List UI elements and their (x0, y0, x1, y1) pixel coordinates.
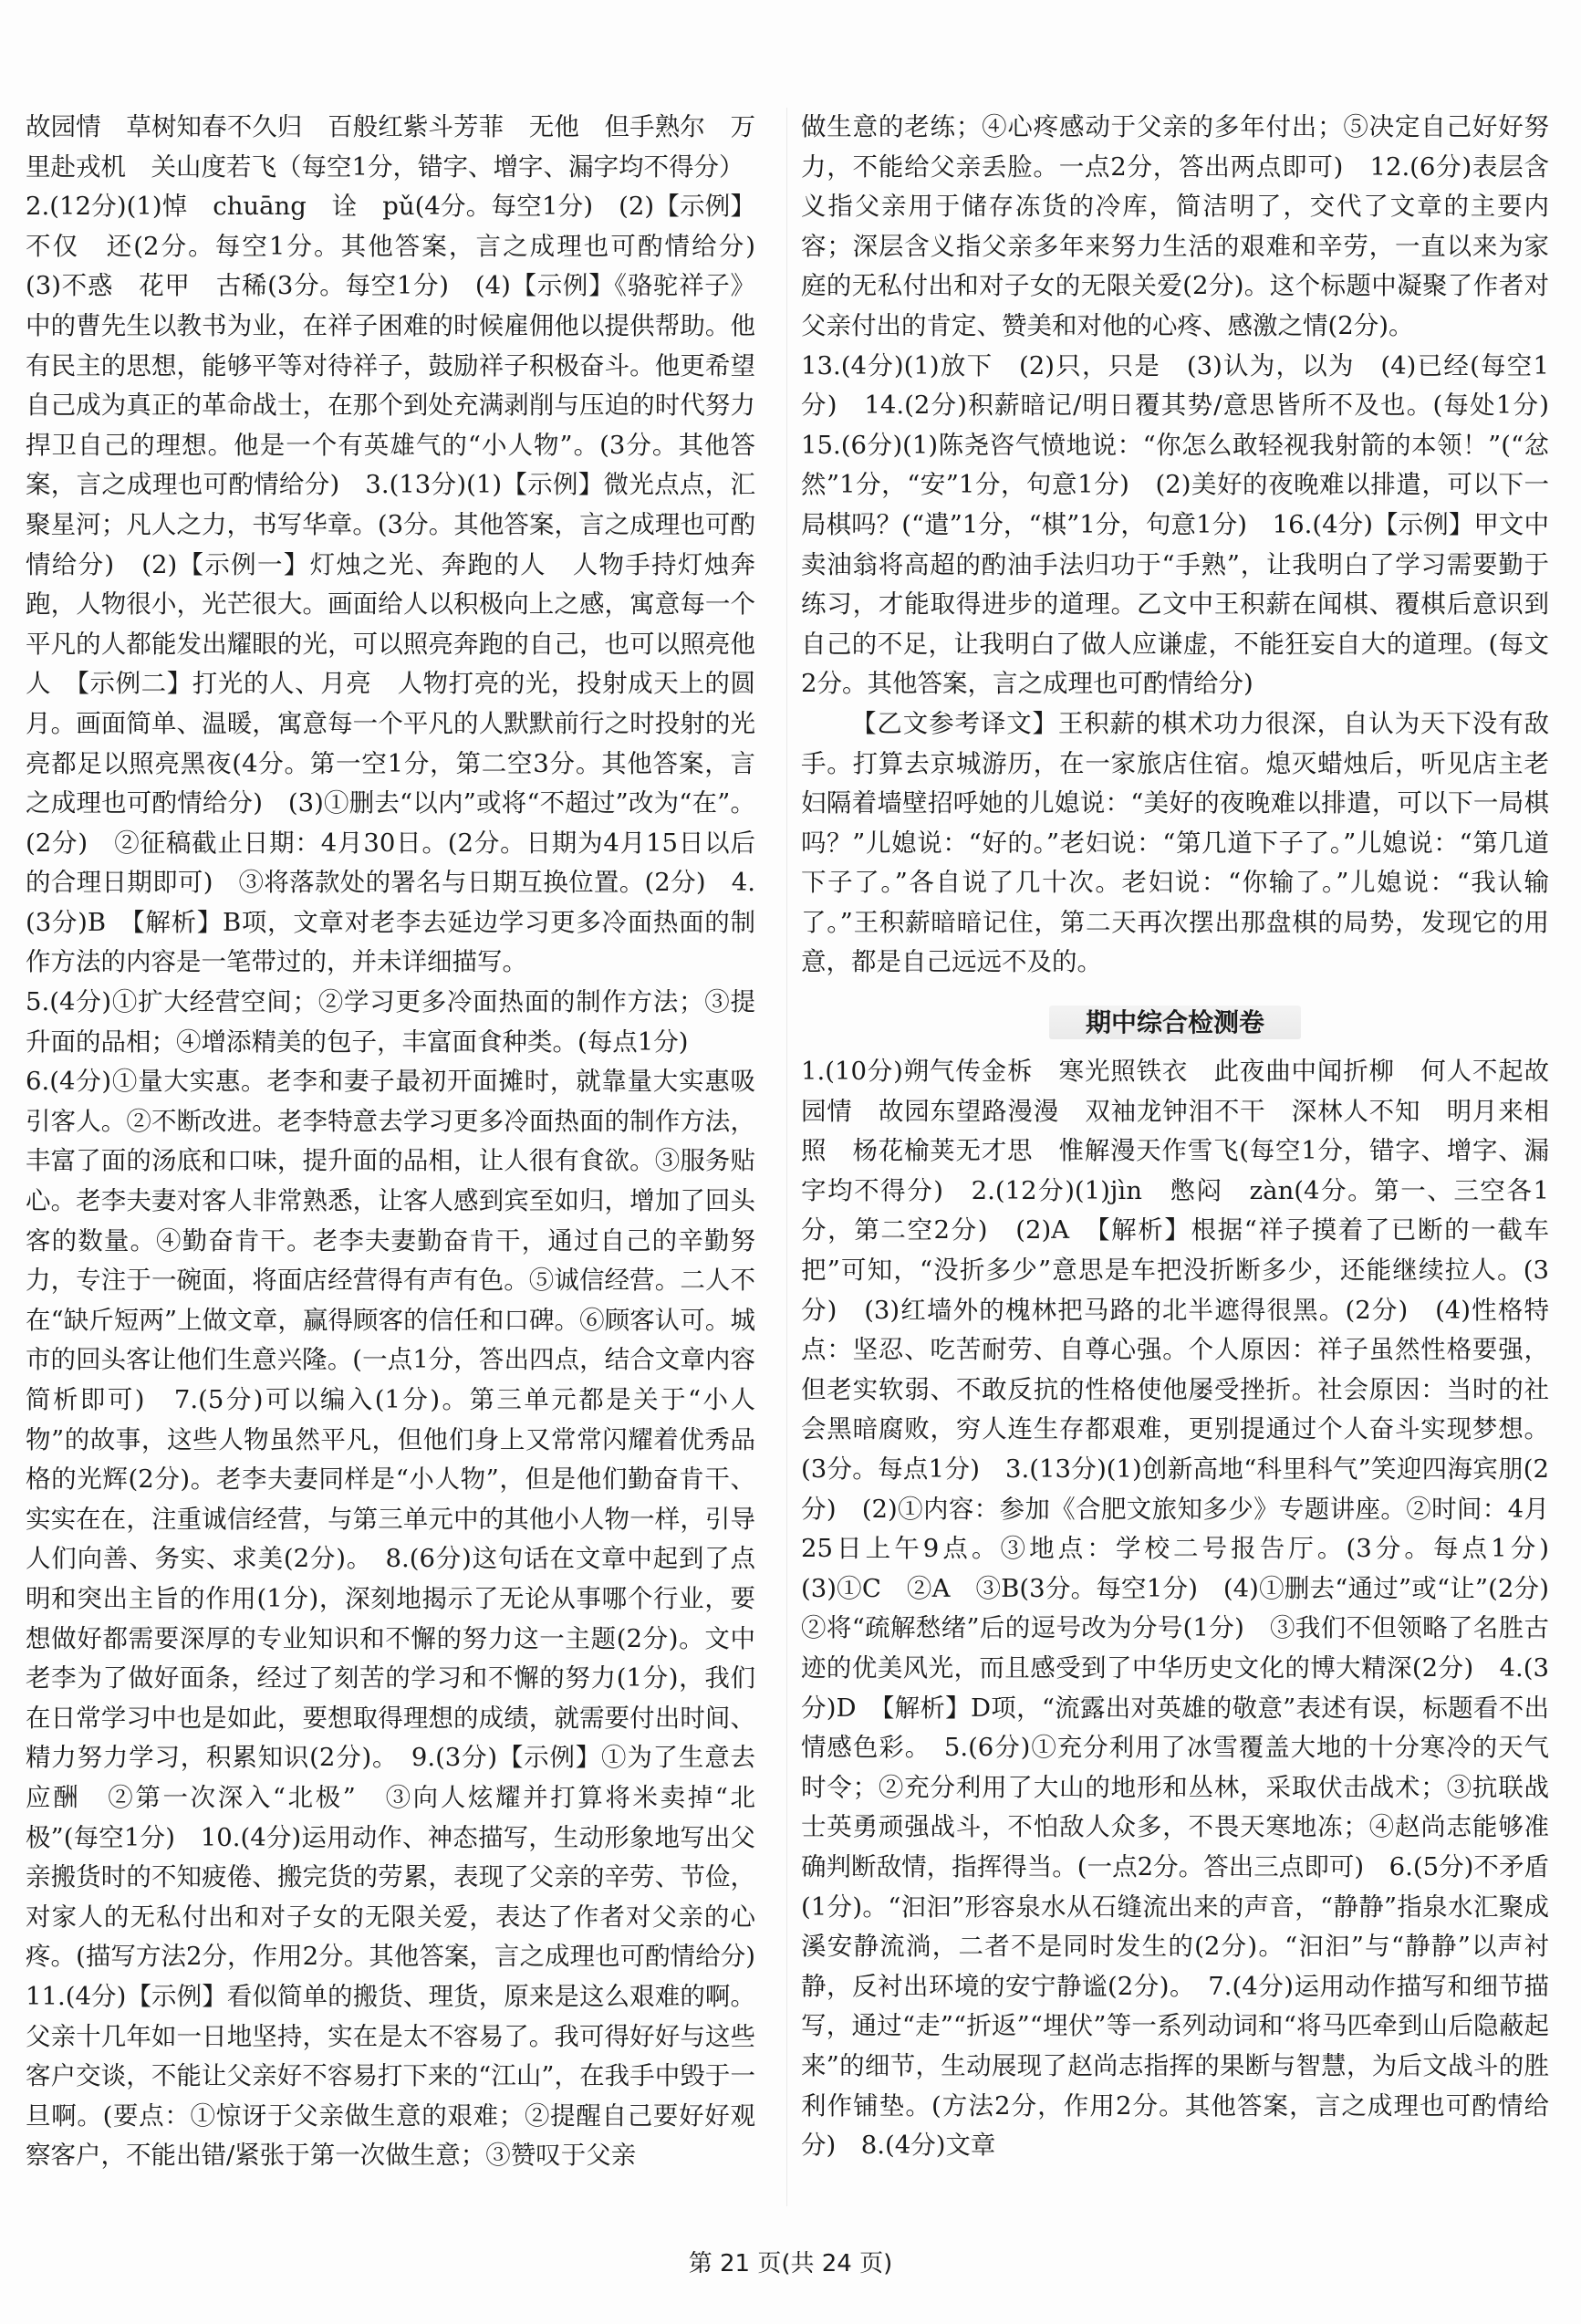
answer-paragraph: 6.(4分)①量大实惠。老李和妻子最初开面摊时，就靠量大实惠吸引客人。②不断改进。老李特意去学习更多冷面热面的制作方法，丰富了面的汤底和口味，提升面的品相，让人很有食欲。③服务贴心。老李夫妻对客人非常熟悉，让客人感到宾至如归，增加了回头客的数量。④勤奋肯干。老李夫妻勤奋肯干，通过自己的辛勤努力，专注于一碗面，将面店经营得有声有色。⑤诚信经营。二人不在“缺斤短两”上做文章，赢得顾客的信任和口碑。⑥顾客认可。城市的回头客让他们生意兴隆。(一点1分，答出四点，结合文章内容简析即可) 7.(5分)可以编入(1分)。第三单元都是关于“小人物”的故事，这些人物虽然平凡，但他们身上又常常闪耀着优秀品格的光辉(2分)。老李夫妻同样是“小人物”，但是他们勤奋肯干、实实在在，注重诚信经营，与第三单元中的其他小人物一样，引导人们向善、务实、求美(2分)。 8.(6分)这句话在文章中起到了点明和突出主旨的作用(1分)，深刻地揭示了无论从事哪个行业，要想做好都需要深厚的专业知识和不懈的努力这一主题(2分)。文中老李为了做好面条，经过了刻苦的学习和不懈的努力(1分)，我们在日常学习中也是如此，要想取得理想的成绩，就需要付出时间、精力努力学习，积累知识(2分)。 9.(3分)【示例】①为了生意去应酬 ②第一次深入“北极” ③向人炫耀并打算将米卖掉“北极”(每空1分) 10.(4分)运用动作、神态描写，生动形象地写出父亲搬货时的不知疲倦、搬完货的劳累，表现了父亲的辛劳、节俭，对家人的无私付出和对子女的无限关爱，表达了作者对父亲的心疼。(描写方法2分，作用2分。其他答案，言之成理也可酌情给分) 11.(4分)【示例】看似简单的搬货、理货，原来是这么艰难的啊。父亲十几年如一日地坚持，实在是太不容易了。我可得好好与这些客户交谈，不能让父亲好不容易打下来的“江山”，在我手中毁于一旦啊。(要点：①惊讶于父亲做生意的艰难；②提醒自己要好好观察客户，不能出错/紧张于第一次做生意；③赞叹于父亲 (26, 1067, 781, 2171)
section-title (801, 1003, 1549, 1043)
answer-paragraph: 13.(4分)(1)放下 (2)只，只是 (3)认为，以为 (4)已经(每空1分) 14.(2分)积薪暗记/明日覆其势/意思皆所不及也。(每处1分) 15.(6分)(1)陈尧咨气愤地说：“你怎么敢轻视我射箭的本领！”(“忿然”1分，“安”1分，句意1分) (2)美好的夜晚难以排遣，可以下一局棋吗？(“遣”1分，“棋”1分，句意1分) 16.(4分)【示例】甲文中卖油翁将高超的酌油手法归功于“手熟”，让我明白了学习需要勤于练习，才能取得进步的道理。乙文中王积薪在闻棋、覆棋后意识到自己的不足，让我明白了做人应谦虚，不能狂妄自大的道理。(每文2分。其他答案，言之成理也可酌情给分) (801, 350, 1575, 699)
translation-paragraph: 【乙文参考译文】王积薪的棋术功力很深，自认为天下没有敌手。打算去京城游历，在一家旅店住宿。熄灭蜡烛后，听见店主老妇隔着墙壁招呼她的儿媳说：“美好的夜晚难以排遣，可以下一局棋吗？”儿媳说：“好的。”老妇说：“第几道下子了。”儿媳说：“第几道下子了。”各自说了几十次。老妇说：“你输了。”儿媳说：“我认输了。”王积薪暗暗记住，第二天再次摆出那盘棋的局势，发现它的用意，都是自己远远不及的。 (801, 708, 1549, 977)
section-title-text: 期中综合检测卷 (1049, 1006, 1301, 1039)
column-divider (786, 108, 787, 2206)
left-column (26, 108, 781, 2176)
page-number: 第 21 页(共 24 页) (688, 2250, 893, 2277)
answer-paragraph: 1.(10分)朔气传金柝 寒光照铁衣 此夜曲中闻折柳 何人不起故园情 故园东望路漫漫 双袖龙钟泪不干 深林人不知 明月来相照 杨花榆荚无才思 惟解漫天作雪飞(每空1分，错字、增字、漏字均不得分) 2.(12分)(1)jìn 憋闷 zàn(4分。第一、三空各1分，第二空2分) (2)A 【解析】根据“祥子摸着了已断的一截车把”可知，“没折多少”意思是车把没折断多少，还能继续拉人。(3分) (3)红墙外的槐林把马路的北半遮得很黑。(2分) (4)性格特点：坚忍、吃苦耐劳、自尊心强。个人原因：祥子虽然性格要强，但老实软弱、不敢反抗的性格使他屡受挫折。社会原因：当时的社会黑暗腐败，穷人连生存都艰难，更别提通过个人奋斗实现梦想。(3分。每点1分) 3.(13分)(1)创新高地“科里科气”笑迎四海宾朋(2分) (2)①内容：参加《合肥文旅知多少》专题讲座。②时间：4月25日上午9点。③地点：学校二号报告厅。(3分。每点1分) (3)①C ②A ③B(3分。每空1分) (4)①删去“通过”或“让”(2分) ②将“疏解愁绪”后的逗号改为分号(1分) ③我们不但领略了名胜古迹的优美风光，而且感受到了中华历史文化的博大精深(2分) 4.(3分)D 【解析】D项，“流露出对英雄的敬意”表述有误，标题看不出情感色彩。 5.(6分)①充分利用了冰雪覆盖大地的十分寒冷的天气时令；②充分利用了大山的地形和丛林，采取伏击战术；③抗联战士英勇顽强战斗，不怕敌人众多，不畏天寒地冻；④赵尚志能够准确判断敌情，指挥得当。(一点2分。答出三点即可) 6.(5分)不矛盾(1分)。“汩汩”形容泉水从石缝流出来的声音，“静静”指泉水汇聚成溪安静流淌，二者不是同时发生的(2分)。“汩汩”与“静静”以声衬静，反衬出环境的安宁静谧(2分)。 7.(4分)运用动作描写和细节描写，通过“走”“折返”“埋伏”等一系列动词和“将马匹牵到山后隐蔽起来”的细节，生动展现了赵尚志指挥的果断与智慧，为后文战斗的胜利作铺垫。(方法2分，作用2分。其他答案，言之成理也可酌情给分) 8.(4分)文章 (801, 1057, 1575, 2161)
right-column (801, 108, 1575, 2166)
answer-paragraph: 故园情 草树知春不久归 百般红紫斗芳菲 无他 但手熟尔 万里赴戎机 关山度若飞（每空1分，错字、增字、漏字均不得分） (26, 112, 755, 182)
answer-paragraph: 2.(12分)(1)悼 chuāng 诠 pǔ(4分。每空1分) (2)【示例】不仅 还(2分。每空1分。其他答案，言之成理也可酌情给分) (3)不惑 花甲 古稀(3分。每空1分) (4)【示例】《骆驼祥子》中的曹先生以教书为业，在祥子困难的时候雇佣他以提供帮助。他有民主的思想，能够平等对待祥子，鼓励祥子积极奋斗。他更希望自己成为真正的革命战士，在那个到处充满剥削与压迫的时代努力捍卫自己的理想。他是一个有英雄气的“小人物”。(3分。其他答案，言之成理也可酌情给分) 3.(13分)(1)【示例】微光点点，汇聚星河；凡人之力，书写华章。(3分。其他答案，言之成理也可酌情给分) (2)【示例一】灯烛之光、奔跑的人 人物手持灯烛奔跑，人物很小，光芒很大。画面给人以积极向上之感，寓意每一个平凡的人都能发出耀眼的光，可以照亮奔跑的自己，也可以照亮他人 【示例二】打光的人、月亮 人物打亮的光，投射成天上的圆月。画面简单、温暖，寓意每一个平凡的人默默前行之时投射的光亮都足以照亮黑夜(4分。第一空1分，第二空3分。其他答案，言之成理也可酌情给分) (3)①删去“以内”或将“不超过”改为“在”。(2分) ②征稿截止日期：4月30日。(2分。日期为4月15日以后的合理日期即可) ③将落款处的署名与日期互换位置。(2分) 4.(3分)B 【解析】B项，文章对老李去延边学习更多冷面热面的制作方法的内容是一笔带过的，并未详细描写。 (26, 192, 781, 977)
answer-paragraph: 做生意的老练；④心疼感动于父亲的多年付出；⑤决定自己好好努力，不能给父亲丢脸。一点2分，答出两点即可) 12.(6分)表层含义指父亲用于储存冻货的冷库，简洁明了，交代了文章的主要内容；深层含义指父亲多年来努力生活的艰难和辛劳，一直以来为家庭的无私付出和对子女的无限关爱(2分)。这个标题中凝聚了作者对父亲付出的肯定、赞美和对他的心疼、感激之情(2分)。 (801, 112, 1549, 340)
answer-paragraph: 5.(4分)①扩大经营空间；②学习更多冷面热面的制作方法；③提升面的品相；④增添精美的包子，丰富面食种类。(每点1分) (26, 987, 755, 1057)
